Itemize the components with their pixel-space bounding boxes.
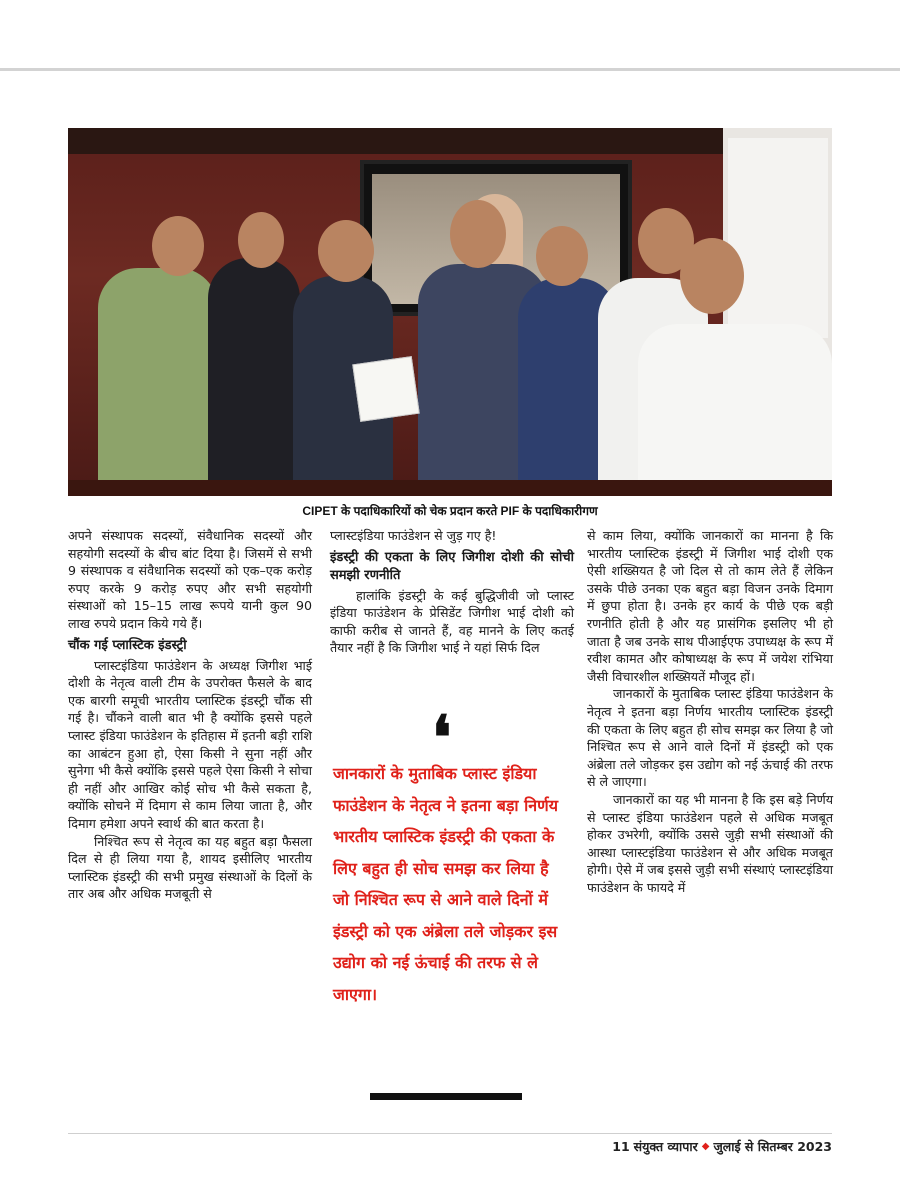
paragraph: जानकारों के मुताबिक प्लास्ट इंडिया फाउंडेशन के नेतृत्व ने इतना बड़ा निर्णय भारतीय प्लास्टिक इंडस्ट्री की एकता के लिए बहुत ही सोच समझ कर लिया है जो निश्चित रूप से आने वाले दिनों में इंडस्ट्री को एक अंब्रेला तले जोड़कर इस उद्योग को नई ऊंचाई की तरफ से ले जाएगा। <box>587 686 833 790</box>
photo-head <box>152 216 204 276</box>
paragraph: हालांकि इंडस्ट्री के कई बुद्धिजीवी जो प्लास्ट इंडिया फाउंडेशन के प्रेसिडेंट जिगीश भाई दोशी को काफी करीब से जानते हैं, वह मानने के लिए कतई तैयार नहीं है कि जिगीश भाई ने यहां सिर्फ दिल <box>330 587 574 656</box>
paragraph: जानकारों का यह भी मानना है कि इस बड़े निर्णय से प्लास्ट इंडिया फाउंडेशन पहले से अधिक मजबूत होकर उभरेगी, क्योंकि उससे जुड़ी सभी संस्थाओं की आस्था प्लास्टइंडिया फाउंडेशन से और अधिक मजबूत होगी। ऐसे में जब इससे जुड़ी सभी संस्थाएं प्लास्टइंडिया फाउंडेशन के फायदे में <box>587 791 833 895</box>
paragraph: प्लास्टइंडिया फाउंडेशन से जुड़ गए है! <box>330 528 497 543</box>
diamond-icon: ◆ <box>701 1141 710 1152</box>
photo-head <box>680 238 744 314</box>
photo-whiteboard <box>728 138 828 338</box>
article-column-2 <box>330 527 574 657</box>
publication-name: संयुक्त व्यापार <box>633 1139 698 1154</box>
photo-head <box>536 226 588 286</box>
paragraph: प्लास्टइंडिया फाउंडेशन के अध्यक्ष जिगीश भाई दोशी के नेतृत्व वाली टीम के उपरोक्त फैसले के बाद एक बारगी समूची भारतीय प्लास्टिक इंडस्ट्री चौंक सी गई है। चौंकने वाली बात भी है क्योंकि इससे पहले प्लास्ट इंडिया फाउंडेशन के इतिहास में इतनी बड़ी राशि का आबंटन हुआ हो, ऐसा किसी ने सुना नहीं और सुनेगा भी कैसे क्योंकि इससे पहले ऐसा किसी ने सोचा ही नहीं और आखिर कोई सोच भी कैसे सकता है, क्योंकि सोचने में दिमाग से काम लिया जाता है, और दिमाग हमेशा अपने स्वार्थ की बात करता है। <box>68 657 312 831</box>
photo-person <box>638 324 832 496</box>
page-number: 11 <box>612 1139 630 1154</box>
paragraph: निश्चित रूप से नेतृत्व का यह बहुत बड़ा फैसला दिल से ही लिया गया है, शायद इसीलिए भारतीय प्लास्टिक इंडस्ट्री की सभी प्रमुख संस्थाओं के दिलों के तार अब और अधिक मजबूती से <box>68 833 312 902</box>
section-heading: इंडस्ट्री की एकता के लिए जिगीश दोशी की सोची समझी रणनीति <box>330 549 574 583</box>
photo-head <box>238 212 284 268</box>
paragraph: से काम लिया, क्योंकि जानकारों का मानना है कि भारतीय प्लास्टिक इंडस्ट्री में जिगीश भाई दोशी एक ऐसी शख्सियत है जो दिल से तो काम लेते हैं लेकिन उसके पीछे उनका एक बहुत बड़ा विजन उनके दिमाग में छुपा होता है। उनके हर कार्य के पीछे एक बड़ी रणनीति होती है और यह प्रासंगिक इसलिए भी हो जाता है जब उनके साथ पीआईएफ उपाध्यक्ष के रूप में रवीश कामत और कोषाध्यक्ष के रूप में जयेश रांभिया जैसी विचारशील शख्सियतें मौजूद हों। <box>587 528 833 684</box>
event-photo <box>68 128 832 496</box>
pull-quote-rule <box>370 1093 522 1100</box>
photo-head <box>450 200 506 268</box>
photo-cheque <box>352 356 419 422</box>
bottom-divider <box>68 1133 832 1134</box>
quote-mark-icon: ❛ <box>432 703 452 773</box>
page-footer <box>612 1138 832 1155</box>
photo-caption: CIPET के पदाधिकारियों को चेक प्रदान करते PIF के पदाधिकारीगण <box>302 504 598 518</box>
article-column-1 <box>68 527 312 903</box>
article-column-3 <box>587 527 833 896</box>
issue-date: जुलाई से सितम्बर 2023 <box>713 1139 832 1154</box>
photo-table <box>68 480 832 496</box>
photo-person <box>98 268 218 496</box>
paragraph: अपने संस्थापक सदस्यों, संवैधानिक सदस्यों और सहयोगी सदस्यों के बीच बांट दिया है। जिसमें से सभी 9 संस्थापक व संवैधानिक सदस्यों को एक–एक करोड़ रुपए करके 9 करोड़ रुपए और सभी सहयोगी संस्थाओं को 15–15 लाख रूपये यानी कुल 90 लाख रुपये प्रदान किये गये हैं। <box>68 528 312 631</box>
photo-person <box>208 258 300 496</box>
top-divider <box>0 68 900 71</box>
section-heading: चौंक गई प्लास्टिक इंडस्ट्री <box>68 637 187 653</box>
photo-head <box>318 220 374 282</box>
photo-ceiling <box>68 128 832 154</box>
pull-quote: जानकारों के मुताबिक प्लास्ट इंडिया फाउंडेशन के नेतृत्व ने इतना बड़ा निर्णय भारतीय प्लास्टिक इंडस्ट्री की एकता के लिए बहुत ही सोच समझ कर लिया है जो निश्चित रूप से आने वाले दिनों में इंडस्ट्री को एक अंब्रेला तले जोड़कर इस उद्योग को नई ऊंचाई की तरफ से ले जाएगा। <box>333 764 559 1004</box>
